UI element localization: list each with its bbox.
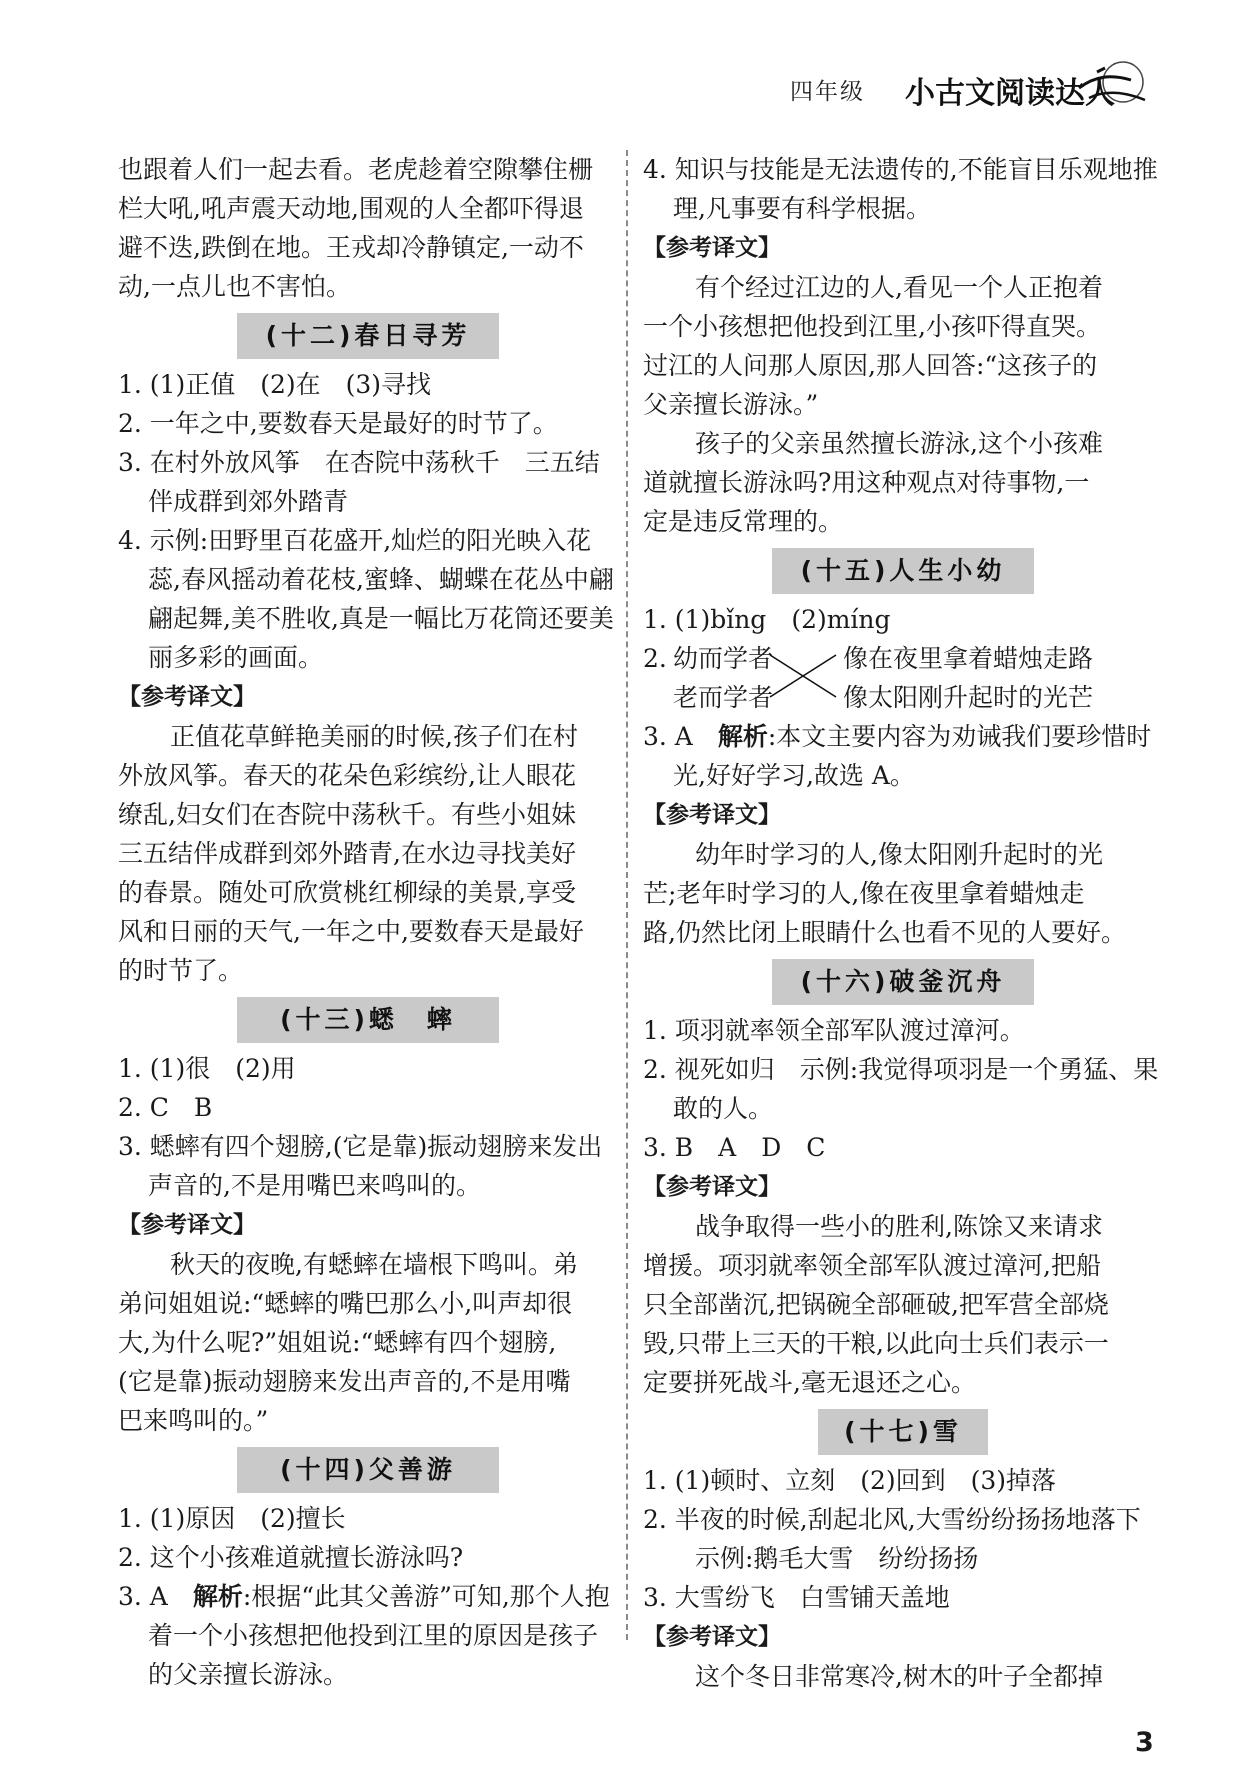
intro-line-4: 动,一点儿也不害怕。 [118,272,351,301]
s13-ref-heading: 【参考译文】 [118,1212,256,1238]
s14-trans2-2: 道就擅长游泳吗?用这种观点对待事物,一 [643,468,1090,497]
s15-match-lines [768,651,838,703]
left-column [118,150,618,1694]
s12-answer-2: 2. 一年之中,要数春天是最好的时节了。 [118,409,558,438]
s16-trans-3: 只全部凿沉,把锅碗全部砸破,把军营全部烧 [643,1290,1109,1319]
s14-trans-4: 父亲擅长游泳。” [643,390,819,419]
s15-answer-3-text: :本文主要内容为劝诫我们要珍惜时光,好好学习,故选 A。 [673,722,1152,790]
s15-match-right-1: 像在夜里拿着蜡烛走路 [843,644,1094,673]
s16-answer-3: 3. B A D C [643,1133,826,1162]
s16-answer-1: 1. 项羽就率领全部军队渡过漳河。 [643,1016,1025,1045]
section-title-14: (十四)父善游 [237,1447,499,1493]
s17-ref-heading: 【参考译文】 [643,1624,781,1650]
s17-answer-3: 3. 大雪纷飞 白雪铺天盖地 [643,1583,950,1612]
s15-match-left-1: 幼而学者 [673,644,774,673]
s14-answer-3-text: :根据“此其父善游”可知,那个人抱着一个小孩想把他投到江里的原因是孩子的父亲擅长游泳。 [148,1582,610,1689]
s15-ref-heading: 【参考译文】 [643,802,781,828]
s12-trans-7: 的时节了。 [118,956,244,985]
page-number: 3 [1135,1727,1154,1758]
s15-trans-1: 幼年时学习的人,像太阳刚升起时的光 [695,840,1103,869]
s13-trans-5: 巴来鸣叫的。” [118,1406,269,1435]
s14-answer-3-label: 解析 [192,1582,243,1611]
column-divider [626,150,628,1640]
s14-trans-1: 有个经过江边的人,看见一个人正抱着 [695,273,1103,302]
s12-ref-heading: 【参考译文】 [118,684,256,710]
s13-trans-2: 弟问姐姐说:“蟋蟀的嘴巴那么小,叫声却很 [118,1289,573,1318]
s16-ref-heading: 【参考译文】 [643,1174,781,1200]
s16-answer-2: 2. 视死如归 示例:我觉得项羽是一个勇猛、果敢的人。 [643,1055,1159,1123]
s17-answer-2b: 示例:鹅毛大雪 纷纷扬扬 [695,1544,979,1573]
s15-answer-3 [643,717,1163,795]
intro-line-2: 栏大吼,吼声震天动地,围观的人全都吓得退 [118,194,584,223]
s12-answer-4: 4. 示例:田野里百花盛开,灿烂的阳光映入花蕊,春风摇动着花枝,蜜蜂、蝴蝶在花丛中翩翩起舞,美不胜收,真是一幅比万花筒还要美丽多彩的画面。 [118,526,614,672]
s13-answer-3: 3. 蟋蟀有四个翅膀,(它是靠)振动翅膀来发出声音的,不是用嘴巴来鸣叫的。 [118,1132,603,1200]
right-column [643,150,1163,1696]
s13-trans-3: 大,为什么呢?”姐姐说:“蟋蟀有四个翅膀, [118,1328,557,1357]
s12-answer-3: 3. 在村外放风筝 在杏院中荡秋千 三五结伴成群到郊外踏青 [118,448,600,516]
s15-match-right-2: 像太阳刚升起时的光芒 [843,683,1094,712]
s15-match-num: 2. [643,644,667,673]
s17-answer-2: 2. 半夜的时候,刮起北风,大雪纷纷扬扬地落下 [643,1505,1141,1534]
s12-trans-6: 风和日丽的天气,一年之中,要数春天是最好 [118,917,584,946]
s15-answer-3-prefix: 3. A [643,722,718,751]
s13-answer-1: 1. (1)很 (2)用 [118,1054,296,1083]
s12-answer-1: 1. (1)正值 (2)在 (3)寻找 [118,370,432,399]
s15-answer-1: 1. (1)bǐng (2)míng [643,605,891,634]
section-title-15: (十五)人生小幼 [772,548,1034,594]
s16-trans-1: 战争取得一些小的胜利,陈馀又来请求 [695,1212,1103,1241]
s14-answer-4: 4. 知识与技能是无法遗传的,不能盲目乐观地推理,凡事要有科学根据。 [643,155,1158,223]
s15-trans-2: 芒;老年时学习的人,像在夜里拿着蜡烛走 [643,879,1085,908]
s14-trans-2: 一个小孩想把他投到江里,小孩吓得直哭。 [643,312,1101,341]
section-title-17: (十七)雪 [818,1409,988,1455]
s14-trans2-1: 孩子的父亲虽然擅长游泳,这个小孩难 [695,429,1103,458]
s14-trans2-3: 定是违反常理的。 [643,507,844,536]
s15-answer-3-label: 解析 [717,722,768,751]
header-title: 小古文阅读达人 [905,76,1115,111]
header-grade: 四年级 [790,79,865,105]
s13-answer-2: 2. C B [118,1093,213,1122]
intro-line-3: 避不迭,跌倒在地。王戎却冷静镇定,一动不 [118,233,584,262]
s16-trans-4: 毁,只带上三天的干粮,以此向士兵们表示一 [643,1329,1109,1358]
s14-ref-heading: 【参考译文】 [643,235,781,261]
section-title-16: (十六)破釜沉舟 [772,959,1034,1005]
s14-answer-3 [118,1577,618,1694]
s17-trans-1: 这个冬日非常寒冷,树木的叶子全都掉 [695,1662,1103,1691]
s13-trans-4: (它是靠)振动翅膀来发出声音的,不是用嘴 [118,1367,571,1396]
s12-trans-4: 三五结伴成群到郊外踏青,在水边寻找美好 [118,839,576,868]
s16-trans-5: 定要拼死战斗,毫无退还之心。 [643,1368,976,1397]
s12-trans-5: 的春景。随处可欣赏桃红柳绿的美景,享受 [118,878,576,907]
s16-trans-2: 增援。项羽就率领全部军队渡过漳河,把船 [643,1251,1101,1280]
brush-moon-icon [1075,58,1155,112]
intro-line-1: 也跟着人们一起去看。老虎趁着空隙攀住栅 [118,155,594,184]
s14-trans-3: 过江的人问那人原因,那人回答:“这孩子的 [643,351,1098,380]
s14-answer-2: 2. 这个小孩难道就擅长游泳吗? [118,1543,464,1572]
s13-trans-1: 秋天的夜晚,有蟋蟀在墙根下鸣叫。弟 [170,1250,578,1279]
section-title-12: (十二)春日寻芳 [237,313,499,359]
s15-trans-3: 路,仍然比闭上眼睛什么也看不见的人要好。 [643,918,1126,947]
s17-answer-1: 1. (1)顿时、立刻 (2)回到 (3)掉落 [643,1466,1057,1495]
s15-matching [643,639,1163,717]
s14-answer-1: 1. (1)原因 (2)擅长 [118,1504,346,1533]
section-title-13: (十三)蟋 蟀 [237,997,499,1043]
s12-trans-3: 缭乱,妇女们在杏院中荡秋千。有些小姐妹 [118,800,576,829]
s14-answer-3-prefix: 3. A [118,1582,193,1611]
s12-trans-2: 外放风筝。春天的花朵色彩缤纷,让人眼花 [118,761,576,790]
s15-match-left-2: 老而学者 [673,683,774,712]
s12-trans-1: 正值花草鲜艳美丽的时候,孩子们在村 [170,722,578,751]
